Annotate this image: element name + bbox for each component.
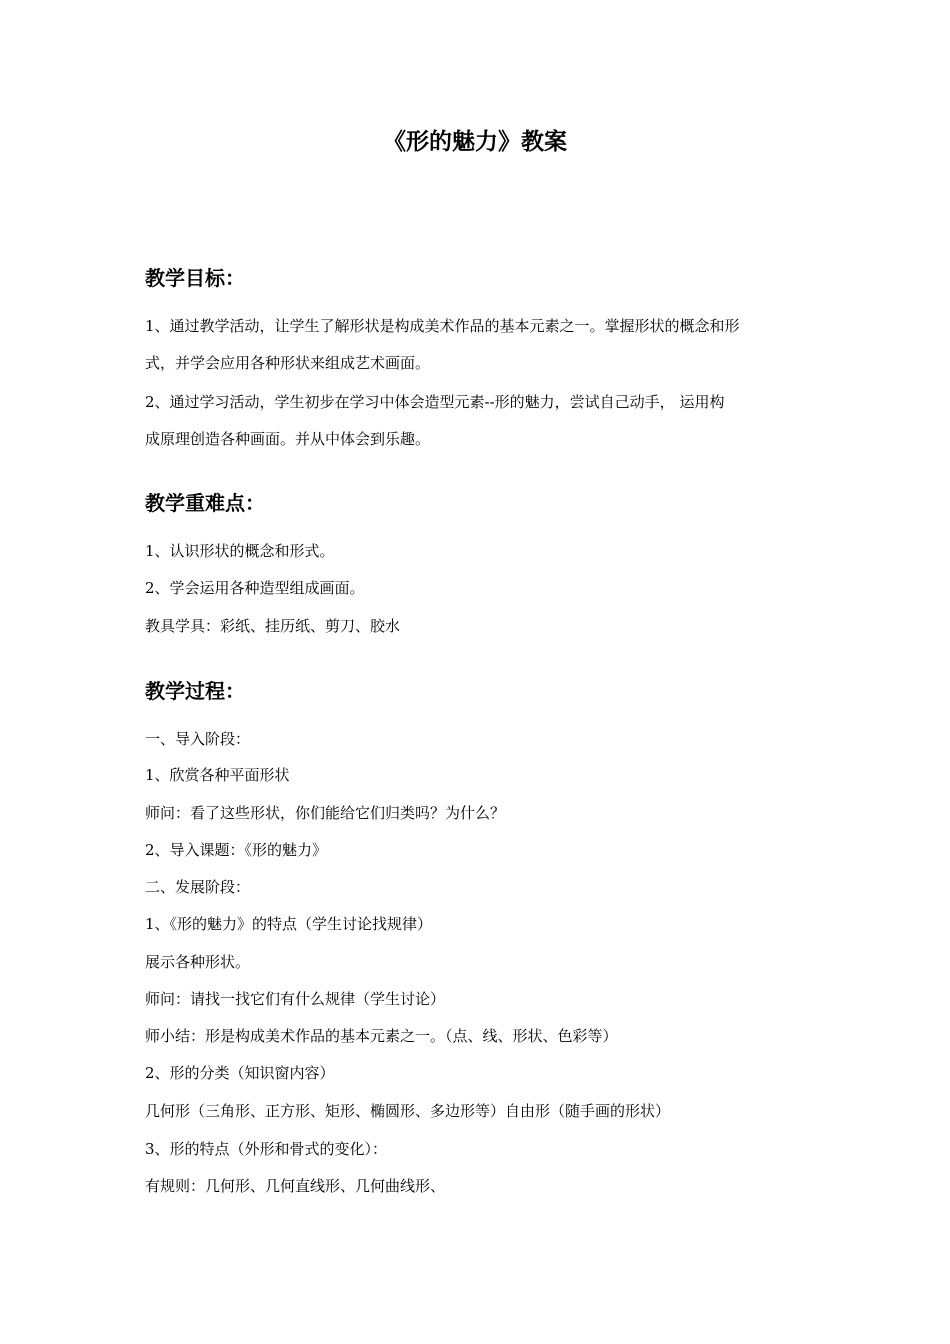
key-points-heading: 教学重难点： xyxy=(145,491,265,515)
process-line: 几何形（三角形、正方形、矩形、椭圆形、多边形等）自由形（随手画的形状） xyxy=(145,1102,671,1120)
process-line: 有规则：几何形、几何直线形、几何曲线形、 xyxy=(145,1177,446,1195)
process-line: 1、欣赏各种平面形状 xyxy=(145,766,290,784)
key-points-line: 教具学具：彩纸、挂历纸、剪刀、胶水 xyxy=(145,617,401,635)
process-line: 2、导入课题：《形的魅力》 xyxy=(145,841,328,859)
objectives-line: 1、通过教学活动，让学生了解形状是构成美术作品的基本元素之一。掌握形状的概念和形 xyxy=(145,317,740,335)
key-points-line: 1、认识形状的概念和形式。 xyxy=(145,542,335,560)
process-line: 展示各种形状。 xyxy=(145,953,251,971)
objectives-heading: 教学目标： xyxy=(145,266,245,290)
objectives-line: 成原理创造各种画面。并从中体会到乐趣。 xyxy=(145,430,431,448)
process-line: 2、形的分类（知识窗内容） xyxy=(145,1064,335,1082)
document-title: 《形的魅力》教案 xyxy=(383,129,567,155)
process-line: 师问：请找一找它们有什么规律（学生讨论） xyxy=(145,990,446,1008)
process-heading: 教学过程： xyxy=(145,679,245,703)
key-points-line: 2、学会运用各种造型组成画面。 xyxy=(145,579,365,597)
process-line: 师小结：形是构成美术作品的基本元素之一。（点、线、形状、色彩等） xyxy=(145,1027,618,1045)
process-line: 3、形的特点（外形和骨式的变化）： xyxy=(145,1140,388,1158)
process-line: 1、《形的魅力》的特点（学生讨论找规律） xyxy=(145,915,433,933)
process-line: 二、发展阶段： xyxy=(145,878,251,896)
objectives-line: 式，并学会应用各种形状来组成艺术画面。 xyxy=(145,354,431,372)
process-line: 一、导入阶段： xyxy=(145,730,251,748)
objectives-line: 2、通过学习活动，学生初步在学习中体会造型元素--形的魅力，尝试自己动手， 运用构 xyxy=(145,393,725,411)
process-line: 师问：看了这些形状，你们能给它们归类吗？为什么？ xyxy=(145,804,506,822)
